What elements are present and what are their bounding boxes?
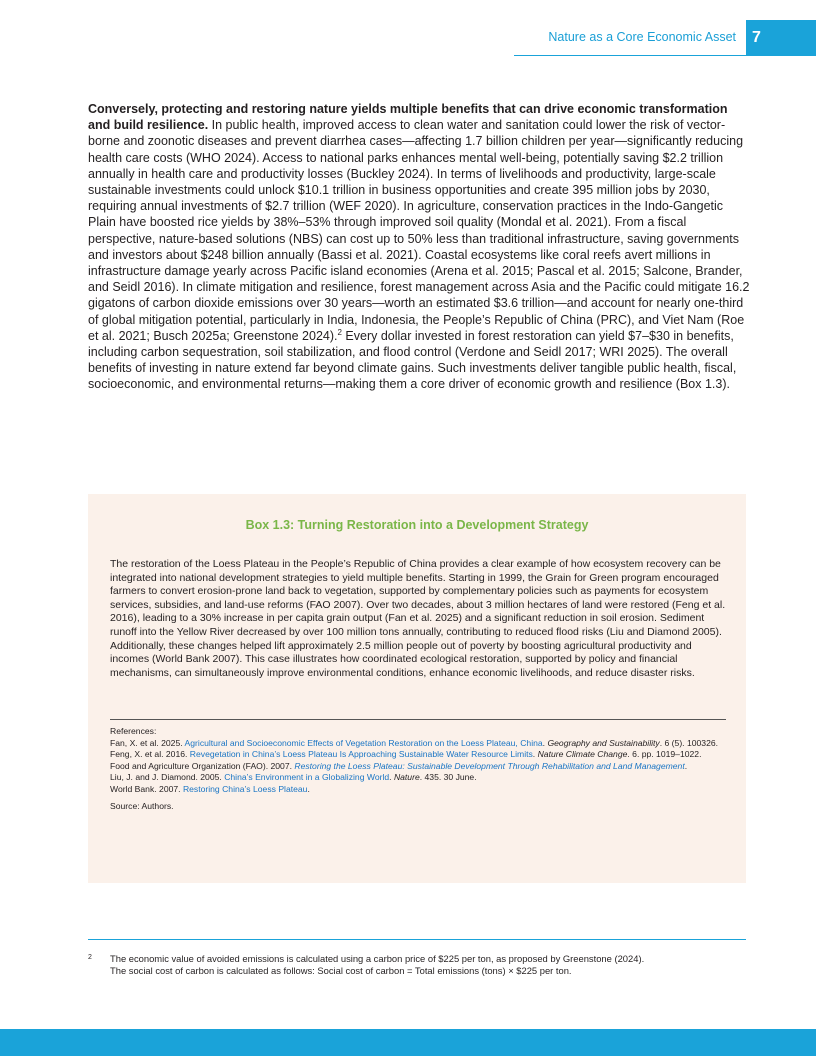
intro-body-b: Every dollar invested in forest restoration can yield $7–$30 in benefits, including carbon sequestration, soil stabilization, and flood control (Verdone and Seidl 2017; WRI 2025). The overall benefits of investing in nature extend far beyond climate gains. Such investments deliver tangible public health, fiscal, socioeconomic, and environmental returns—making them a core driver of economic growth and resilience (Box 1.3). <box>88 328 737 392</box>
reference-link[interactable]: Restoring the Loess Plateau: Sustainable Development Through Rehabilitation and Land Management <box>294 760 685 771</box>
page-number: 7 <box>746 20 816 56</box>
reference-item <box>110 784 730 796</box>
reference-link[interactable]: Agricultural and Socioeconomic Effects of Vegetation Restoration on the Loess Plateau, China <box>184 737 543 748</box>
reference-details: . 6 (5). 100326. <box>659 737 719 748</box>
header-rule <box>514 55 746 56</box>
reference-separator: . <box>389 772 394 782</box>
reference-link[interactable]: Restoring China’s Loess Plateau <box>182 783 308 794</box>
box-paragraph: The restoration of the Loess Plateau in the People’s Republic of China provides a clear example of how ecosystem recovery can be integrated into national development strategies to yield multiple benefits. Starting in 1999, the Grain for Green program encouraged farmers to convert erosion-prone land back to vegetation, supported by complementary policies such as payments for ecosystem services, subsidies, and land-use reforms (FAO 2007). Over two decades, about 3 million hectares of land were restored (Feng et al. 2016), leading to a 30% increase in per capita grain output (Fan et al. 2025) and a significant reduction in soil erosion. Sediment runoff into the Yellow River decreased by over 100 million tons annually, contributing to reduced flood risks (Liu and Diamond 2005). Additionally, these changes helped lift approximately 2.5 million people out of poverty by boosting agricultural productivity and incomes (World Bank 2007). This case illustrates how coordinated ecological restoration, supported by policy and financial mechanisms, can simultaneously improve environmental conditions, enhance economic livelihoods, and reduce disaster risks. <box>110 558 726 679</box>
reference-link[interactable]: Revegetation in China’s Loess Plateau Is Approaching Sustainable Water Resource Limits <box>189 749 533 759</box>
footnote-line-1: The economic value of avoided emissions is calculated using a carbon price of $225 per ton, as proposed by Greenstone (2024). <box>110 953 645 964</box>
intro-body-a: In public health, improved access to clean water and sanitation could lower the risk of vector-borne and zoonotic diseases and prevent diarrhea cases—affecting 1.7 billion children per year—significantly reducing health care costs (WHO 2024). Access to national parks enhances mental well-being, potentially saving $2.2 trillion annually in health care and productivity losses (Buckley 2024). In terms of livelihoods and productivity, large-scale sustainable investments could unlock $10.1 trillion in business opportunities and create 395 million jobs by 2030, requiring annual investments of $2.7 trillion (WEF 2020). In agriculture, conservation practices in the Indo-Gangetic Plain have boosted rice yields by 38%–53% through improved soil quality (Mondal et al. 2021). From a fiscal perspective, nature-based solutions (NBS) can cost up to 50% less than traditional infrastructure, saving governments and investors about $248 billion annually (Bassi et al. 2021). Coastal ecosystems like coral reefs avert millions in infrastructure damage yearly across Pacific island economies (Arena et al. 2015; Pascal et al. 2015; Salcone, Brander, and Seidl 2016). In climate mitigation and resilience, forest management across Asia and the Pacific could mitigate 16.2 gigatons of carbon dioxide emissions over 30 years—worth an estimated $3.6 trillion—and account for nearly one-third of global mitigation potential, particularly in India, Indonesia, the People’s Republic of China (PRC), and Viet Nam (Roe et al. 2021; Busch 2025a; Greenstone 2024). <box>88 118 750 343</box>
footnote-line-2: The social cost of carbon is calculated as follows: Social cost of carbon = Total emissions (tons) × $225 per ton. <box>110 965 572 976</box>
reference-author: World Bank. 2007. <box>110 783 183 794</box>
reference-details: . <box>307 783 310 794</box>
reference-item <box>110 738 730 750</box>
references-label: References: <box>110 726 157 736</box>
box-references <box>110 726 730 813</box>
reference-author: Food and Agriculture Organization (FAO). 2007. <box>110 760 295 771</box>
reference-link[interactable]: China’s Environment in a Globalizing World <box>224 772 390 782</box>
reference-item <box>110 761 730 773</box>
reference-author: Liu, J. and J. Diamond. 2005. <box>110 772 225 782</box>
reference-item <box>110 749 730 761</box>
intro-bold-lead: Conversely, protecting and restoring nature yields multiple benefits that can drive economic transformation and build resilience. <box>88 102 728 133</box>
intro-paragraph <box>88 101 750 393</box>
reference-separator: . <box>542 737 548 748</box>
footer-band <box>0 1029 816 1056</box>
running-header-title: Nature as a Core Economic Asset <box>548 30 736 44</box>
footnote-marker[interactable]: 2 <box>337 327 342 337</box>
reference-details: . 6. pp. 1019–1022. <box>627 749 702 759</box>
reference-separator: . <box>532 749 538 759</box>
reference-author: Fan, X. et al. 2025. <box>110 737 185 748</box>
box-source: Source: Authors. <box>110 801 174 811</box>
reference-author: Feng, X. et al. 2016. <box>110 749 190 759</box>
box-title: Box 1.3: Turning Restoration into a Development Strategy <box>245 518 589 532</box>
reference-details: . <box>684 760 688 771</box>
reference-journal: Nature Climate Change <box>537 749 628 759</box>
reference-item <box>110 772 730 784</box>
reference-journal: Nature <box>393 772 420 782</box>
box-divider <box>110 719 726 720</box>
footnote-text <box>110 953 730 977</box>
box-1-3 <box>88 494 746 883</box>
footnote-rule <box>88 939 746 940</box>
footnote-number: 2 <box>88 954 92 961</box>
reference-details: . 435. 30 June. <box>419 772 477 782</box>
reference-journal: Geography and Sustainability <box>547 737 660 748</box>
